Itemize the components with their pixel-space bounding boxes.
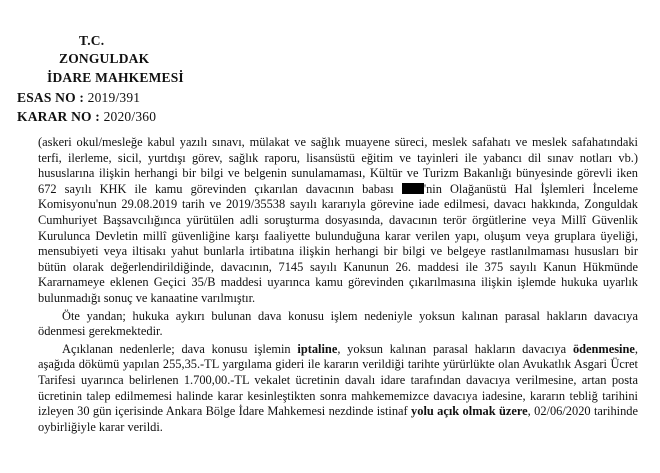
header-court-name: İDARE MAHKEMESİ [47,70,184,85]
p1-line: 'nin Olağanüstü Hal İşlemleri İnceleme Komisyonu'nun 29.08.2019 tarih ve 2019/35538 sayılı [38,181,638,212]
p3-line: tarafından davacıya verilmesine, artan posta ücretinin talep edilmemesi halinde karar kesinleştikten sonra [38,372,638,403]
p3-line: , aşağıda dökümü yapılan 255,35.-TL yargılama gideri ile kararın verildiği tarihte yürürlükte [38,341,639,372]
p1-line: işlemde hukuka uyarlık bulunmadığı sonuç ve kanaatine varılmıştır. [38,275,638,305]
p3-line: olan Avukatlık Asgari Ücret Tarifesi uyarınca belirlenen 1.700,00.-TL vekalet ücretinin davalı idare [38,357,638,387]
redaction-box [402,183,424,194]
p1-line: Hükmünde Kararnameye eklenen Geçici 35/B maddesi uyarınca kamu görevinden çıkarılmasına ilişkin [38,259,638,290]
p1-line: bütün olarak değerlendirildiğinde, davacının, 7145 sayılı Kanunun 26. maddesi ile 375 sayılı Kanun [38,259,577,274]
esas-value: 2019/391 [87,90,141,105]
p2-line: Öte yandan; hukuka aykırı bulunan dava konusu işlem nedeniyle yoksun kalınan parasal hakların [62,308,588,323]
paragraph-compensation [38,309,638,340]
paragraph-judgment [38,342,638,436]
p1-line: (askeri okul/mesleğe kabul yazılı sınavı, mülakat ve sağlık muayene süreci, meslek safahatı ve meslek [38,135,568,149]
karar-no [17,109,156,125]
esas-label: ESAS NO : [17,90,85,105]
p3-bold-yolu-acik: yolu açık olmak üzere [411,404,528,419]
p1-line: babası [362,181,394,196]
p1-line: kararıyla görevine iade edilmesi, davacı hakkında, Zonguldak Cumhuriyet Başsavcılığınca yürütülen adli [38,197,638,227]
p3-bold-odenmesine: ödenmesine [572,341,635,356]
p1-line: dil sınav notları vb.) hususlarına ilişkin herhangi bir bilgi ve belgenin sunulamaması, Kültür ve [38,150,638,181]
p3-bold-iptaline: iptaline [297,341,338,356]
paragraph-reasoning [38,135,638,307]
header-city: ZONGULDAK [59,51,150,66]
karar-value: 2020/360 [103,109,157,124]
p3-line: mahkememizce davacıya iadesine, kararın tebliğ tarihini izleyen 30 gün içerisinde Ankara Bölge İdare [38,388,638,419]
karar-label: KARAR NO : [17,109,100,124]
p1-line: güvenliğine karşı faaliyette bulunduğuna karar verilen yapı, oluşum veya gruplara üyeliği, mensubiyeti [38,228,638,259]
p1-line: soruşturma dosyasında, davacının terör örgütlerine veya Millî Güvenlik Kurulunca Devletin millî [38,212,638,243]
p3-line: , yoksun kalınan parasal hakların davacıya [337,341,567,356]
p2-line: davacıya ödenmesi gerekmektedir. [38,308,638,339]
header-tc: T.C. [79,33,105,48]
p3-line: Mahkemesi nezdinde istinaf [267,404,412,419]
decision-body [38,135,638,435]
p1-line: veya iltisakı yahut bunlarla irtibatına ilişkin herhangi bir bilgi ve belgeye rastlanılmaması hususları bir [103,244,638,259]
p1-line: Turizm Bakanlığı bünyesinde görevli iken 672 sayılı KHK ile kamu görevinden çıkarılan davacının [38,166,638,196]
esas-no [17,90,140,106]
p3-line: Açıklanan nedenlerle; dava konusu işlemin [62,341,298,356]
p3-line: , 02/06/2020 tarihinde oybirliğiyle karar verildi. [38,404,638,434]
p1-line: safahatındaki terfi, ilerleme, sicil, yurtdışı görev, sağlık raporu, lisansüstü eğitim ve tayinleri ile yabancı [38,135,638,165]
